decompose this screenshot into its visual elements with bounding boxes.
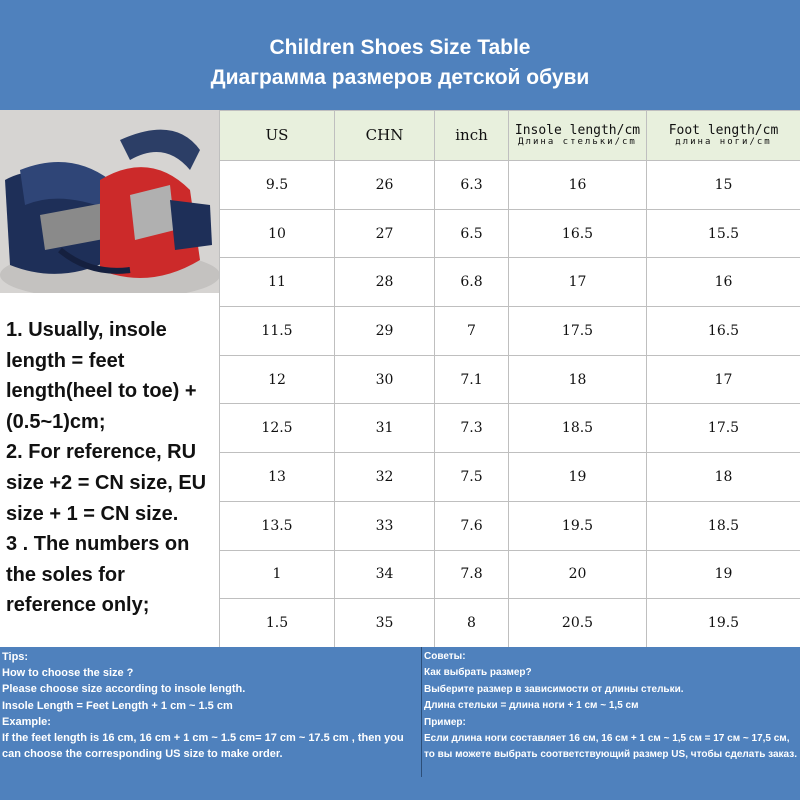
sovety-line: Пример:: [424, 716, 466, 728]
cell-inch: 6.8: [435, 258, 509, 307]
cell-chn: 31: [335, 404, 435, 453]
cell-us: 10: [220, 209, 335, 258]
cell-chn: 34: [335, 550, 435, 599]
header-insole-ru: Длина стельки/cm: [518, 136, 637, 147]
cell-chn: 33: [335, 501, 435, 550]
tips-line: How to choose the size ?: [2, 667, 134, 680]
tips-line: Insole Length = Feet Length + 1 cm ~ 1.5 cm: [2, 699, 233, 712]
table-row: [220, 307, 800, 356]
cell-insole: 17: [509, 258, 647, 307]
cell-us: 12.5: [220, 404, 335, 453]
cell-foot: 18.5: [647, 501, 800, 550]
table-row: [220, 161, 800, 210]
cell-inch: 6.3: [435, 161, 509, 210]
table-row: [220, 209, 800, 258]
tips-en: [2, 649, 420, 762]
sovety-line: Длина стельки = длина ноги + 1 см ~ 1,5 см: [424, 700, 639, 712]
cell-insole: 19.5: [509, 501, 647, 550]
cell-insole: 16.5: [509, 209, 647, 258]
header-foot: [647, 111, 800, 161]
cell-foot: 19: [647, 550, 800, 599]
cell-inch: 7.8: [435, 550, 509, 599]
cell-chn: 35: [335, 599, 435, 648]
cell-us: 1.5: [220, 599, 335, 648]
sovety-label: Советы:: [424, 651, 466, 662]
cell-us: 12: [220, 355, 335, 404]
cell-chn: 29: [335, 307, 435, 356]
cell-foot: 17.5: [647, 404, 800, 453]
cell-insole: 18.5: [509, 404, 647, 453]
sovety-line: Как выбрать размер?: [424, 667, 532, 679]
cell-chn: 28: [335, 258, 435, 307]
table-row: [220, 355, 800, 404]
note-1: 1. Usually, insole length = feet length(heel to toe) + (0.5~1)cm;: [6, 319, 197, 433]
table-row: [220, 599, 800, 648]
tips-line: Example:: [2, 715, 51, 728]
header-inch: inch: [435, 111, 509, 161]
header-insole-en: Insole length/cm: [514, 122, 641, 138]
cell-chn: 30: [335, 355, 435, 404]
tips-section: [0, 647, 800, 800]
cell-foot: 17: [647, 355, 800, 404]
header-foot-en: Foot length/cm: [668, 122, 779, 138]
header-chn: CHN: [335, 111, 435, 161]
table-row: [220, 404, 800, 453]
table-row: [220, 258, 800, 307]
table-row: [220, 501, 800, 550]
cell-chn: 26: [335, 161, 435, 210]
table-header-row: [220, 111, 800, 161]
sovety-line: Если длина ноги составляет 16 см, 16 см + 1 см ~ 1,5 см = 17 см ~ 17,5 см, то вы можете выбрать соответствующий размер US, чтобы сделать заказ.: [424, 733, 797, 761]
size-table: [219, 110, 800, 648]
cell-inch: 6.5: [435, 209, 509, 258]
cell-inch: 7.1: [435, 355, 509, 404]
note-3: 3 . The numbers on the soles for reference only;: [6, 533, 190, 617]
cell-inch: 7.3: [435, 404, 509, 453]
divider: [421, 647, 422, 777]
cell-foot: 16.5: [647, 307, 800, 356]
tips-line: Please choose size according to insole length.: [2, 683, 246, 696]
cell-insole: 17.5: [509, 307, 647, 356]
title-ru: Диаграмма размеров детской обуви: [210, 66, 590, 89]
cell-inch: 7.6: [435, 501, 509, 550]
table-row: [220, 453, 800, 502]
title-en: Children Shoes Size Table: [269, 36, 531, 59]
cell-insole: 16: [509, 161, 647, 210]
header-us: US: [220, 111, 335, 161]
cell-foot: 19.5: [647, 599, 800, 648]
header-foot-ru: длина ноги/cm: [675, 136, 772, 147]
note-2: 2. For reference, RU size +2 = CN size, EU size + 1 = CN size.: [6, 441, 207, 525]
cell-insole: 20: [509, 550, 647, 599]
cell-foot: 15: [647, 161, 800, 210]
cell-insole: 19: [509, 453, 647, 502]
cell-inch: 7.5: [435, 453, 509, 502]
tips-line: If the feet length is 16 cm, 16 cm + 1 cm ~ 1.5 cm= 17 cm ~ 17.5 cm , then you can choose the corresponding US size to make order.: [2, 732, 404, 761]
tips-ru: [424, 649, 800, 764]
tips-label: Tips:: [2, 651, 29, 663]
cell-us: 11.5: [220, 307, 335, 356]
product-photo: [0, 110, 219, 293]
cell-foot: 18: [647, 453, 800, 502]
header: [0, 0, 800, 110]
cell-us: 9.5: [220, 161, 335, 210]
cell-foot: 15.5: [647, 209, 800, 258]
cell-us: 13: [220, 453, 335, 502]
cell-chn: 27: [335, 209, 435, 258]
cell-insole: 18: [509, 355, 647, 404]
size-notes: [0, 293, 219, 647]
cell-us: 11: [220, 258, 335, 307]
cell-us: 13.5: [220, 501, 335, 550]
header-insole: [509, 111, 647, 161]
cell-inch: 8: [435, 599, 509, 648]
cell-insole: 20.5: [509, 599, 647, 648]
cell-us: 1: [220, 550, 335, 599]
sandal-image: [0, 110, 219, 293]
cell-foot: 16: [647, 258, 800, 307]
table-row: [220, 550, 800, 599]
sovety-line: Выберите размер в зависимости от длины стельки.: [424, 683, 684, 695]
cell-chn: 32: [335, 453, 435, 502]
cell-inch: 7: [435, 307, 509, 356]
